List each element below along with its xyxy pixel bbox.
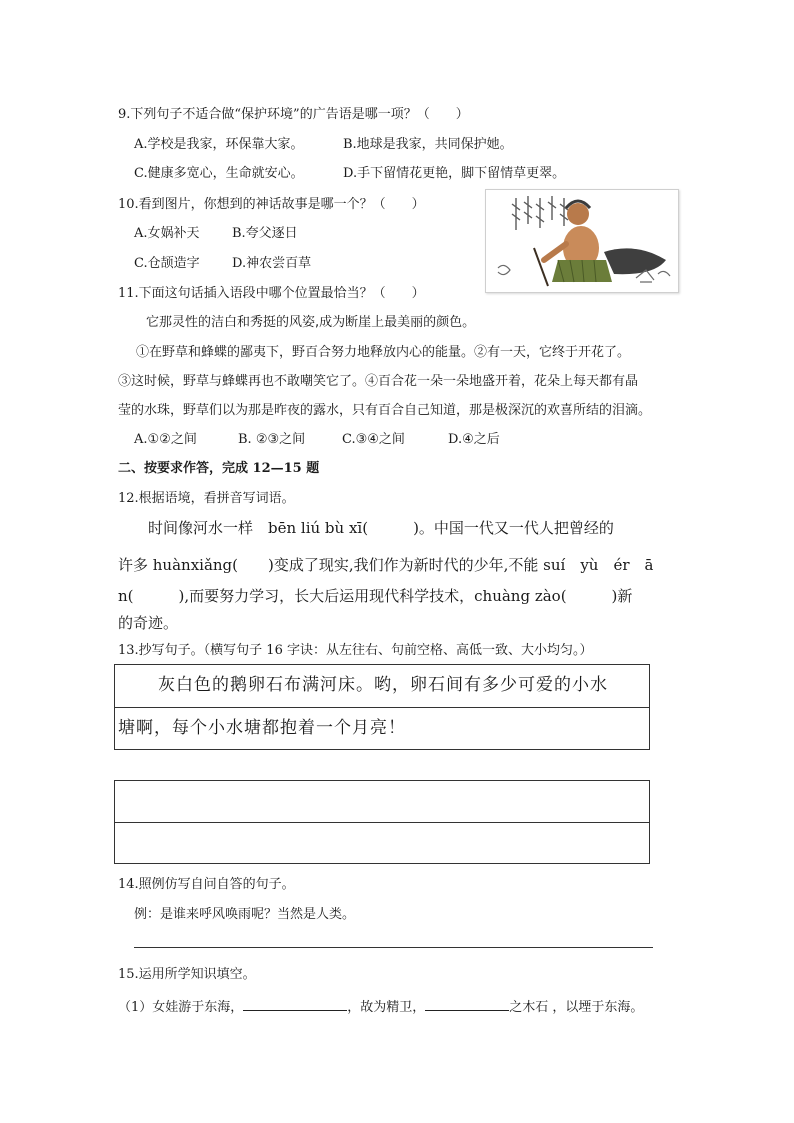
q14-stem: 14.照例仿写自问自答的句子。 [118,877,295,892]
q9-option-a[interactable]: A.学校是我家，环保靠大家。 [134,137,304,152]
q9-option-d[interactable]: D.手下留情花更艳，脚下留情草更翠。 [343,166,566,181]
q10-stem: 10.看到图片，你想到的神话故事是哪一个？（ ） [118,197,425,212]
q12-stem: 12.根据语境，看拼音写词语。 [118,491,295,506]
q10-option-d[interactable]: D.神农尝百草 [232,256,312,271]
q13-copy-box[interactable] [114,780,650,864]
q12-line-3[interactable]: n( ),而要努力学习，长大后运用现代科学技术，chuàng zào( )新 [118,587,633,605]
q10-option-b[interactable]: B.夸父逐日 [232,226,298,241]
q12-line-1[interactable]: 时间像河水一样 bēn liú bù xī( )。中国一代又一代人把曾经的 [148,519,614,537]
q10-option-a[interactable]: A.女娲补天 [134,226,200,241]
q11-stem: 11.下面这句话插入语段中哪个位置最恰当？（ ） [118,286,425,301]
q11-paragraph-line-1: ①在野草和蜂蝶的鄙夷下，野百合努力地释放内心的能量。②有一天，它终于开花了。 [136,345,631,360]
q11-option-d[interactable]: D.④之后 [448,432,500,447]
q15-item-1-part-a: （1）女娃游于东海， [118,1000,244,1015]
q15-item-1 [118,996,643,1017]
q14-answer-line[interactable] [134,947,653,948]
q10-picture [485,189,679,293]
shennong-illustration-icon [486,190,678,292]
q11-option-b[interactable]: B. ②③之间 [238,432,306,447]
q14-example: 例：是谁来呼风唤雨呢？当然是人类。 [134,907,356,922]
q13-model-line-2: 塘啊，每个小水塘都抱着一个月亮！ [118,718,406,738]
q11-paragraph-line-2: ③这时候，野草与蜂蝶再也不敢嘲笑它了。④百合花一朵一朵地盛开着，花朵上每天都有晶 [118,374,639,389]
q10-option-c[interactable]: C.仓颉造字 [134,256,200,271]
q15-blank-1[interactable] [243,996,347,1011]
q12-line-4: 的奇迹。 [118,614,179,632]
q15-stem: 15.运用所学知识填空。 [118,967,256,982]
q11-option-a[interactable]: A.①②之间 [134,432,197,447]
q15-blank-2[interactable] [425,996,509,1011]
section-2-heading: 二、按要求作答，完成 12—15 题 [118,461,320,476]
q15-item-1-part-b: ，故为精卫， [347,1000,426,1015]
q12-line-2[interactable]: 许多 huànxiǎng( )变成了现实,我们作为新时代的少年,不能 suí yù ér ā [118,556,654,574]
q11-insert-sentence: 它那灵性的洁白和秀挺的风姿,成为断崖上最美丽的颜色。 [146,315,476,330]
q11-option-c[interactable]: C.③④之间 [342,432,405,447]
q11-paragraph-line-3: 莹的水珠，野草们以为那是昨夜的露水，只有百合自己知道，那是极深沉的欢喜所结的泪滴。 [118,403,652,418]
q9-stem: 9.下列句子不适合做“保护环境”的广告语是哪一项？（ ） [118,107,469,122]
q13-model-line-1: 灰白色的鹅卵石布满河床。哟，卵石间有多少可爱的小水 [158,675,608,695]
q9-option-b[interactable]: B.地球是我家，共同保护她。 [343,137,513,152]
q13-stem: 13.抄写句子。（横写句子 16 字诀：从左往右、句前空格、高低一致、大小均匀。） [118,643,593,658]
q9-option-c[interactable]: C.健康多宽心，生命就安心。 [134,166,304,181]
q15-item-1-part-c: 之木石 ，以堙于东海。 [509,1000,644,1015]
